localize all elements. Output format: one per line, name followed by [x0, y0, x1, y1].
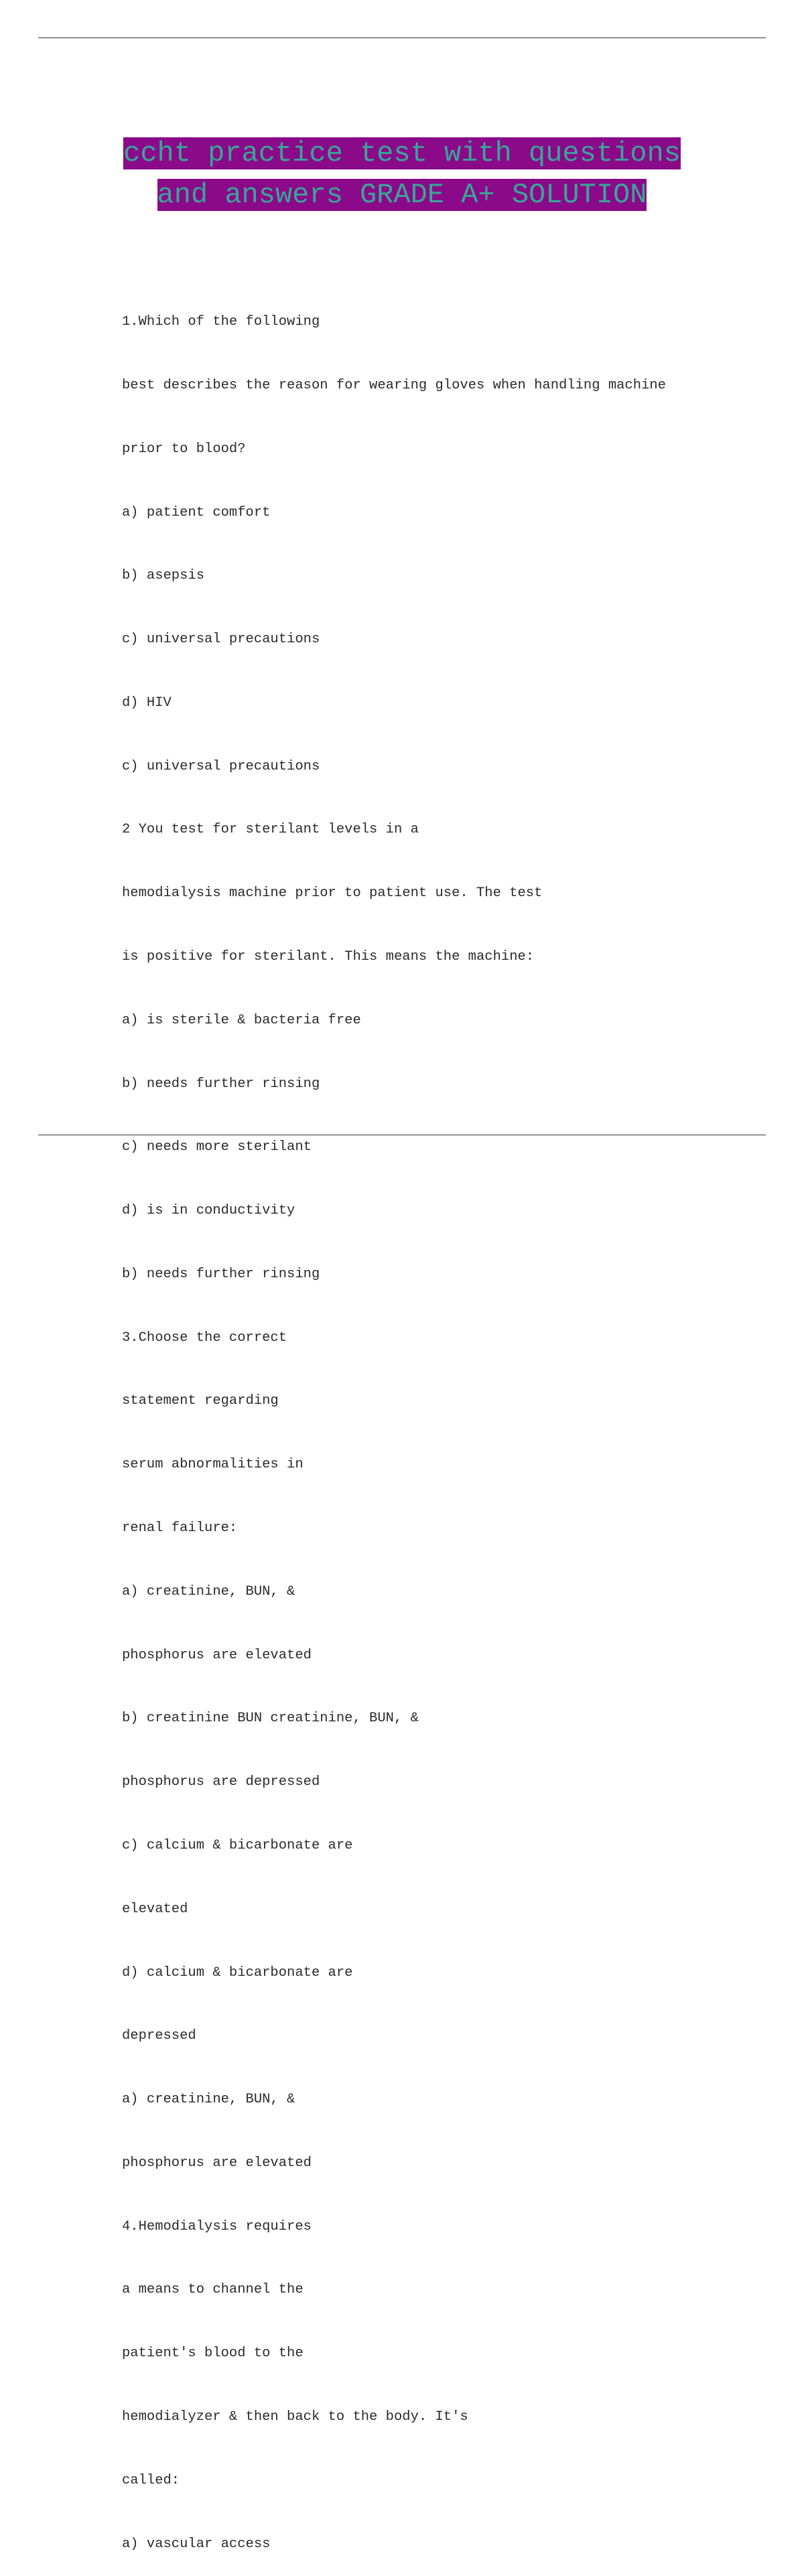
- text-line: d) calcium & bicarbonate are: [122, 1964, 353, 1981]
- text-line: 4.Hemodialysis requires: [122, 2218, 312, 2234]
- text-line: c) needs more sterilant: [122, 1139, 312, 1155]
- text-line: called:: [122, 2472, 180, 2488]
- question-content: [122, 269, 725, 2576]
- text-line: depressed: [122, 2028, 196, 2044]
- text-line: a) creatinine, BUN, &: [122, 1583, 295, 1599]
- text-line: renal failure:: [122, 1520, 238, 1536]
- title-line-2: [156, 174, 649, 216]
- text-line: phosphorus are elevated: [122, 1647, 312, 1663]
- text-line: a) vascular access: [122, 2536, 271, 2552]
- text-line: elevated: [122, 1901, 188, 1917]
- text-line: b) creatinine BUN creatinine, BUN, &: [122, 1711, 419, 1727]
- text-line: prior to blood?: [122, 441, 246, 457]
- text-line: a) is sterile & bacteria free: [122, 1012, 361, 1028]
- text-line: serum abnormalities in: [122, 1457, 304, 1473]
- text-line: is positive for sterilant. This means the machine:: [122, 949, 535, 964]
- text-line: 1.Which of the following: [122, 314, 320, 330]
- text-line: patient's blood to the: [122, 2346, 304, 2362]
- text-line: statement regarding: [122, 1393, 279, 1409]
- text-line: b) needs further rinsing: [122, 1076, 320, 1092]
- text-line: a) creatinine, BUN, &: [122, 2092, 295, 2108]
- title-line-1-text: ccht practice test with questions: [123, 137, 681, 169]
- document-title: [0, 133, 804, 216]
- text-line: 2 You test for sterilant levels in a: [122, 822, 419, 838]
- text-line: a means to channel the: [122, 2282, 304, 2298]
- text-line: b) needs further rinsing: [122, 1266, 320, 1282]
- text-line: d) is in conductivity: [122, 1203, 295, 1219]
- text-line: d) HIV: [122, 695, 172, 711]
- text-line: b) asepsis: [122, 568, 205, 584]
- text-line: phosphorus are elevated: [122, 2155, 312, 2171]
- text-line: phosphorus are depressed: [122, 1774, 320, 1790]
- text-line: hemodialyzer & then back to the body. It's: [122, 2409, 468, 2425]
- text-line: 3.Choose the correct: [122, 1330, 287, 1346]
- text-line: c) universal precautions: [122, 758, 320, 774]
- title-line-1: [122, 133, 682, 174]
- text-line: c) calcium & bicarbonate are: [122, 1837, 353, 1853]
- text-line: hemodialysis machine prior to patient use. The test: [122, 885, 543, 902]
- title-line-2-text: and answers GRADE A+ SOLUTION: [157, 179, 647, 211]
- text-line: a) patient comfort: [122, 504, 271, 520]
- text-line: c) universal precautions: [122, 632, 320, 648]
- text-line: best describes the reason for wearing gloves when handling machine: [122, 377, 666, 393]
